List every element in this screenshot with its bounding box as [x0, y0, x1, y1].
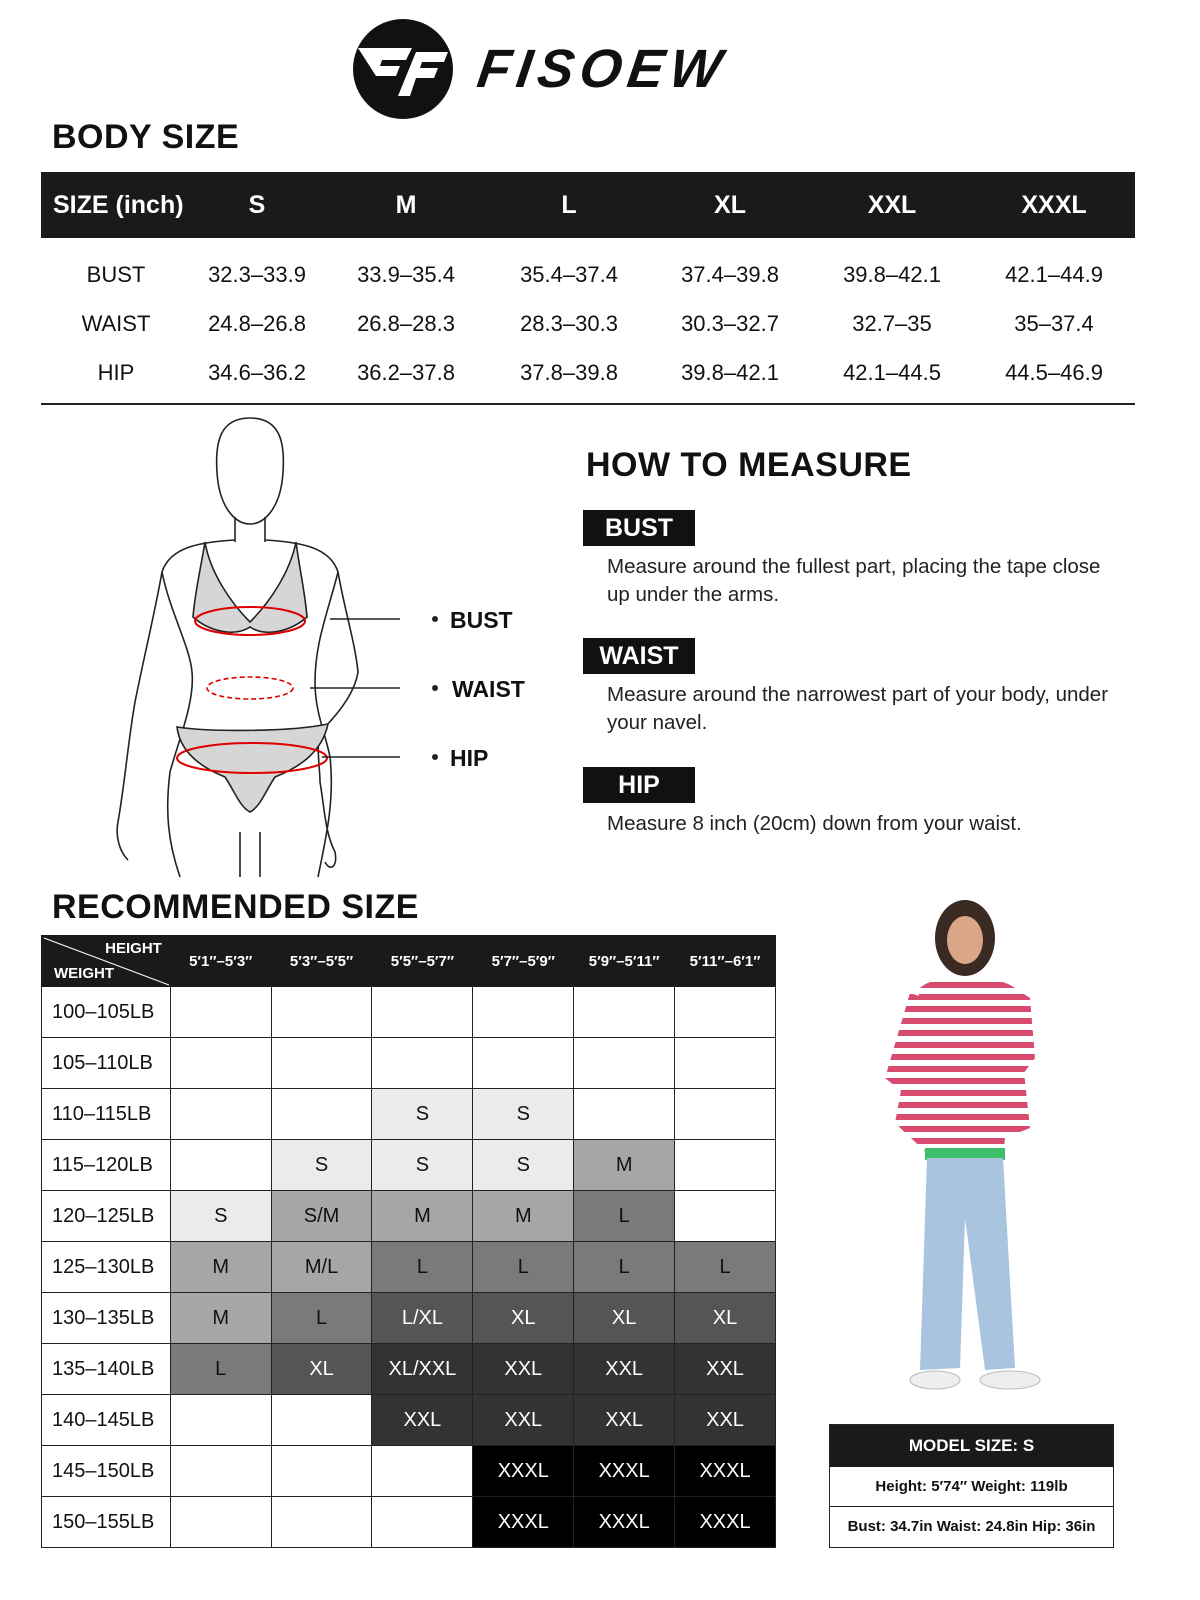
- table-header-row: [42, 936, 776, 987]
- size-cell: XXXL: [675, 1446, 776, 1497]
- size-range-cell: 39.8–42.1: [681, 359, 779, 385]
- size-cell: [372, 1038, 473, 1089]
- size-cell: [170, 1038, 271, 1089]
- logo-mark-icon: [352, 18, 454, 120]
- size-range-cell: 26.8–28.3: [357, 310, 455, 336]
- divider: [41, 403, 1135, 405]
- size-cell: XXL: [473, 1344, 574, 1395]
- height-header: 5′3″–5′5″: [271, 936, 372, 987]
- recommended-size-table: [41, 935, 776, 1548]
- corner-cell: [42, 936, 171, 987]
- size-cell: XXL: [372, 1395, 473, 1446]
- model-measurements: Bust: 34.7in Waist: 24.8in Hip: 36in: [847, 1518, 1096, 1535]
- measurement-label: WAIST: [81, 310, 151, 336]
- table-row: [42, 1191, 776, 1242]
- size-cell: XL: [574, 1293, 675, 1344]
- diagram-label-bust: BUST: [450, 607, 513, 633]
- size-cell: M: [372, 1191, 473, 1242]
- size-range-cell: 28.3–30.3: [520, 310, 618, 336]
- header-cell: M: [395, 190, 417, 219]
- table-row: [42, 1293, 776, 1344]
- how-to-measure-title: HOW TO MEASURE: [586, 446, 912, 484]
- body-size-row: [41, 250, 1135, 299]
- diagram-label-waist: WAIST: [452, 676, 525, 702]
- size-cell: [170, 1395, 271, 1446]
- table-row: [42, 987, 776, 1038]
- size-cell: M/L: [271, 1242, 372, 1293]
- height-header: 5′1″–5′3″: [170, 936, 271, 987]
- header-cell: XL: [714, 190, 746, 219]
- size-range-cell: 35–37.4: [1014, 310, 1094, 336]
- size-cell: S: [170, 1191, 271, 1242]
- size-cell: [170, 987, 271, 1038]
- brand-name: FISOEW: [473, 39, 732, 99]
- size-cell: XXXL: [675, 1497, 776, 1548]
- size-cell: [574, 1038, 675, 1089]
- size-cell: XXL: [675, 1395, 776, 1446]
- brand-logo: [352, 18, 454, 120]
- weight-cell: 140–145LB: [42, 1395, 171, 1446]
- size-range-cell: 34.6–36.2: [208, 359, 306, 385]
- size-cell: [271, 1089, 372, 1140]
- size-cell: XXL: [675, 1344, 776, 1395]
- size-cell: [675, 1191, 776, 1242]
- size-range-cell: 37.4–39.8: [681, 261, 779, 287]
- size-cell: XXL: [473, 1395, 574, 1446]
- size-cell: [473, 987, 574, 1038]
- body-size-row: [41, 348, 1135, 397]
- weight-cell: 135–140LB: [42, 1344, 171, 1395]
- measurement-label: BUST: [86, 261, 146, 287]
- model-size-box: [829, 1424, 1114, 1548]
- model-size-title: MODEL SIZE: S: [830, 1425, 1113, 1467]
- size-cell: [271, 987, 372, 1038]
- weight-cell: 150–155LB: [42, 1497, 171, 1548]
- diagram-label-hip: HIP: [450, 745, 489, 771]
- weight-cell: 100–105LB: [42, 987, 171, 1038]
- size-cell: [574, 1089, 675, 1140]
- waist-badge: WAIST: [583, 638, 695, 674]
- model-height-weight: Height: 5′74″ Weight: 119lb: [830, 1467, 1113, 1507]
- size-cell: [372, 1497, 473, 1548]
- weight-cell: 115–120LB: [42, 1140, 171, 1191]
- table-row: [42, 1242, 776, 1293]
- size-cell: [170, 1140, 271, 1191]
- header-cell: SIZE (inch): [53, 190, 184, 219]
- height-header: 5′7″–5′9″: [473, 936, 574, 987]
- size-cell: M: [170, 1242, 271, 1293]
- size-cell: S: [473, 1089, 574, 1140]
- size-cell: [675, 1089, 776, 1140]
- size-range-cell: 42.1–44.5: [843, 359, 941, 385]
- hip-badge: HIP: [583, 767, 695, 803]
- corner-height-label: HEIGHT: [105, 940, 162, 957]
- header-cell: XXXL: [1021, 190, 1087, 219]
- measurement-label: HIP: [97, 359, 135, 385]
- weight-cell: 110–115LB: [42, 1089, 171, 1140]
- header-cell: S: [248, 190, 266, 219]
- size-range-cell: 24.8–26.8: [208, 310, 306, 336]
- size-range-cell: 42.1–44.9: [1005, 261, 1103, 287]
- size-cell: S: [473, 1140, 574, 1191]
- size-cell: XL: [473, 1293, 574, 1344]
- recommended-size-title: RECOMMENDED SIZE: [52, 888, 419, 926]
- header-cell: XXL: [867, 190, 917, 219]
- weight-cell: 130–135LB: [42, 1293, 171, 1344]
- table-row: [42, 1089, 776, 1140]
- size-cell: L: [574, 1191, 675, 1242]
- size-cell: [170, 1497, 271, 1548]
- size-cell: S: [271, 1140, 372, 1191]
- size-cell: [675, 1140, 776, 1191]
- size-range-cell: 35.4–37.4: [520, 261, 618, 287]
- size-cell: XXXL: [574, 1497, 675, 1548]
- bust-badge: BUST: [583, 510, 695, 546]
- weight-cell: 125–130LB: [42, 1242, 171, 1293]
- size-cell: S/M: [271, 1191, 372, 1242]
- size-cell: [372, 987, 473, 1038]
- table-row: [42, 1497, 776, 1548]
- model-photo: [865, 898, 1075, 1398]
- weight-cell: 120–125LB: [42, 1191, 171, 1242]
- body-size-header: [41, 172, 1135, 238]
- body-size-row: [41, 299, 1135, 348]
- size-range-cell: 33.9–35.4: [357, 261, 455, 287]
- bust-description: Measure around the fullest part, placing the tape close up under the arms.: [607, 555, 1101, 606]
- table-row: [42, 1140, 776, 1191]
- size-cell: XXXL: [473, 1446, 574, 1497]
- size-cell: M: [574, 1140, 675, 1191]
- size-range-cell: 36.2–37.8: [357, 359, 455, 385]
- size-cell: XXL: [574, 1395, 675, 1446]
- size-cell: L: [574, 1242, 675, 1293]
- waist-description: Measure around the narrowest part of your body, under your navel.: [607, 683, 1109, 734]
- size-cell: M: [473, 1191, 574, 1242]
- hip-description: Measure 8 inch (20cm) down from your waist.: [607, 812, 1022, 835]
- size-range-cell: 32.3–33.9: [208, 261, 306, 287]
- size-cell: M: [170, 1293, 271, 1344]
- size-range-cell: 30.3–32.7: [681, 310, 779, 336]
- table-row: [42, 1038, 776, 1089]
- size-cell: [271, 1038, 372, 1089]
- table-row: [42, 1395, 776, 1446]
- size-cell: [170, 1446, 271, 1497]
- size-cell: XL: [675, 1293, 776, 1344]
- size-cell: [372, 1446, 473, 1497]
- height-header: 5′11″–6′1″: [675, 936, 776, 987]
- size-cell: [271, 1446, 372, 1497]
- size-cell: [675, 987, 776, 1038]
- size-cell: L: [473, 1242, 574, 1293]
- size-range-cell: 37.8–39.8: [520, 359, 618, 385]
- body-size-table: [41, 172, 1135, 397]
- pointer-lines: [300, 600, 440, 770]
- height-header: 5′5″–5′7″: [372, 936, 473, 987]
- size-cell: XXL: [574, 1344, 675, 1395]
- table-row: [42, 1344, 776, 1395]
- size-cell: [271, 1497, 372, 1548]
- size-cell: XXXL: [473, 1497, 574, 1548]
- size-cell: [473, 1038, 574, 1089]
- corner-weight-label: WEIGHT: [54, 965, 114, 982]
- table-row: [42, 1446, 776, 1497]
- size-cell: S: [372, 1089, 473, 1140]
- weight-cell: 145–150LB: [42, 1446, 171, 1497]
- size-cell: S: [372, 1140, 473, 1191]
- size-range-cell: 39.8–42.1: [843, 261, 941, 287]
- size-cell: L: [372, 1242, 473, 1293]
- size-cell: L: [271, 1293, 372, 1344]
- size-cell: L/XL: [372, 1293, 473, 1344]
- size-cell: L: [170, 1344, 271, 1395]
- size-cell: XL/XXL: [372, 1344, 473, 1395]
- body-size-title: BODY SIZE: [52, 118, 240, 156]
- height-header: 5′9″–5′11″: [574, 936, 675, 987]
- size-cell: L: [675, 1242, 776, 1293]
- size-cell: XXXL: [574, 1446, 675, 1497]
- size-cell: [675, 1038, 776, 1089]
- size-cell: [574, 987, 675, 1038]
- size-cell: [170, 1089, 271, 1140]
- size-cell: XL: [271, 1344, 372, 1395]
- weight-cell: 105–110LB: [42, 1038, 171, 1089]
- size-cell: [271, 1395, 372, 1446]
- size-range-cell: 32.7–35: [852, 310, 932, 336]
- size-range-cell: 44.5–46.9: [1005, 359, 1103, 385]
- header-cell: L: [561, 190, 577, 219]
